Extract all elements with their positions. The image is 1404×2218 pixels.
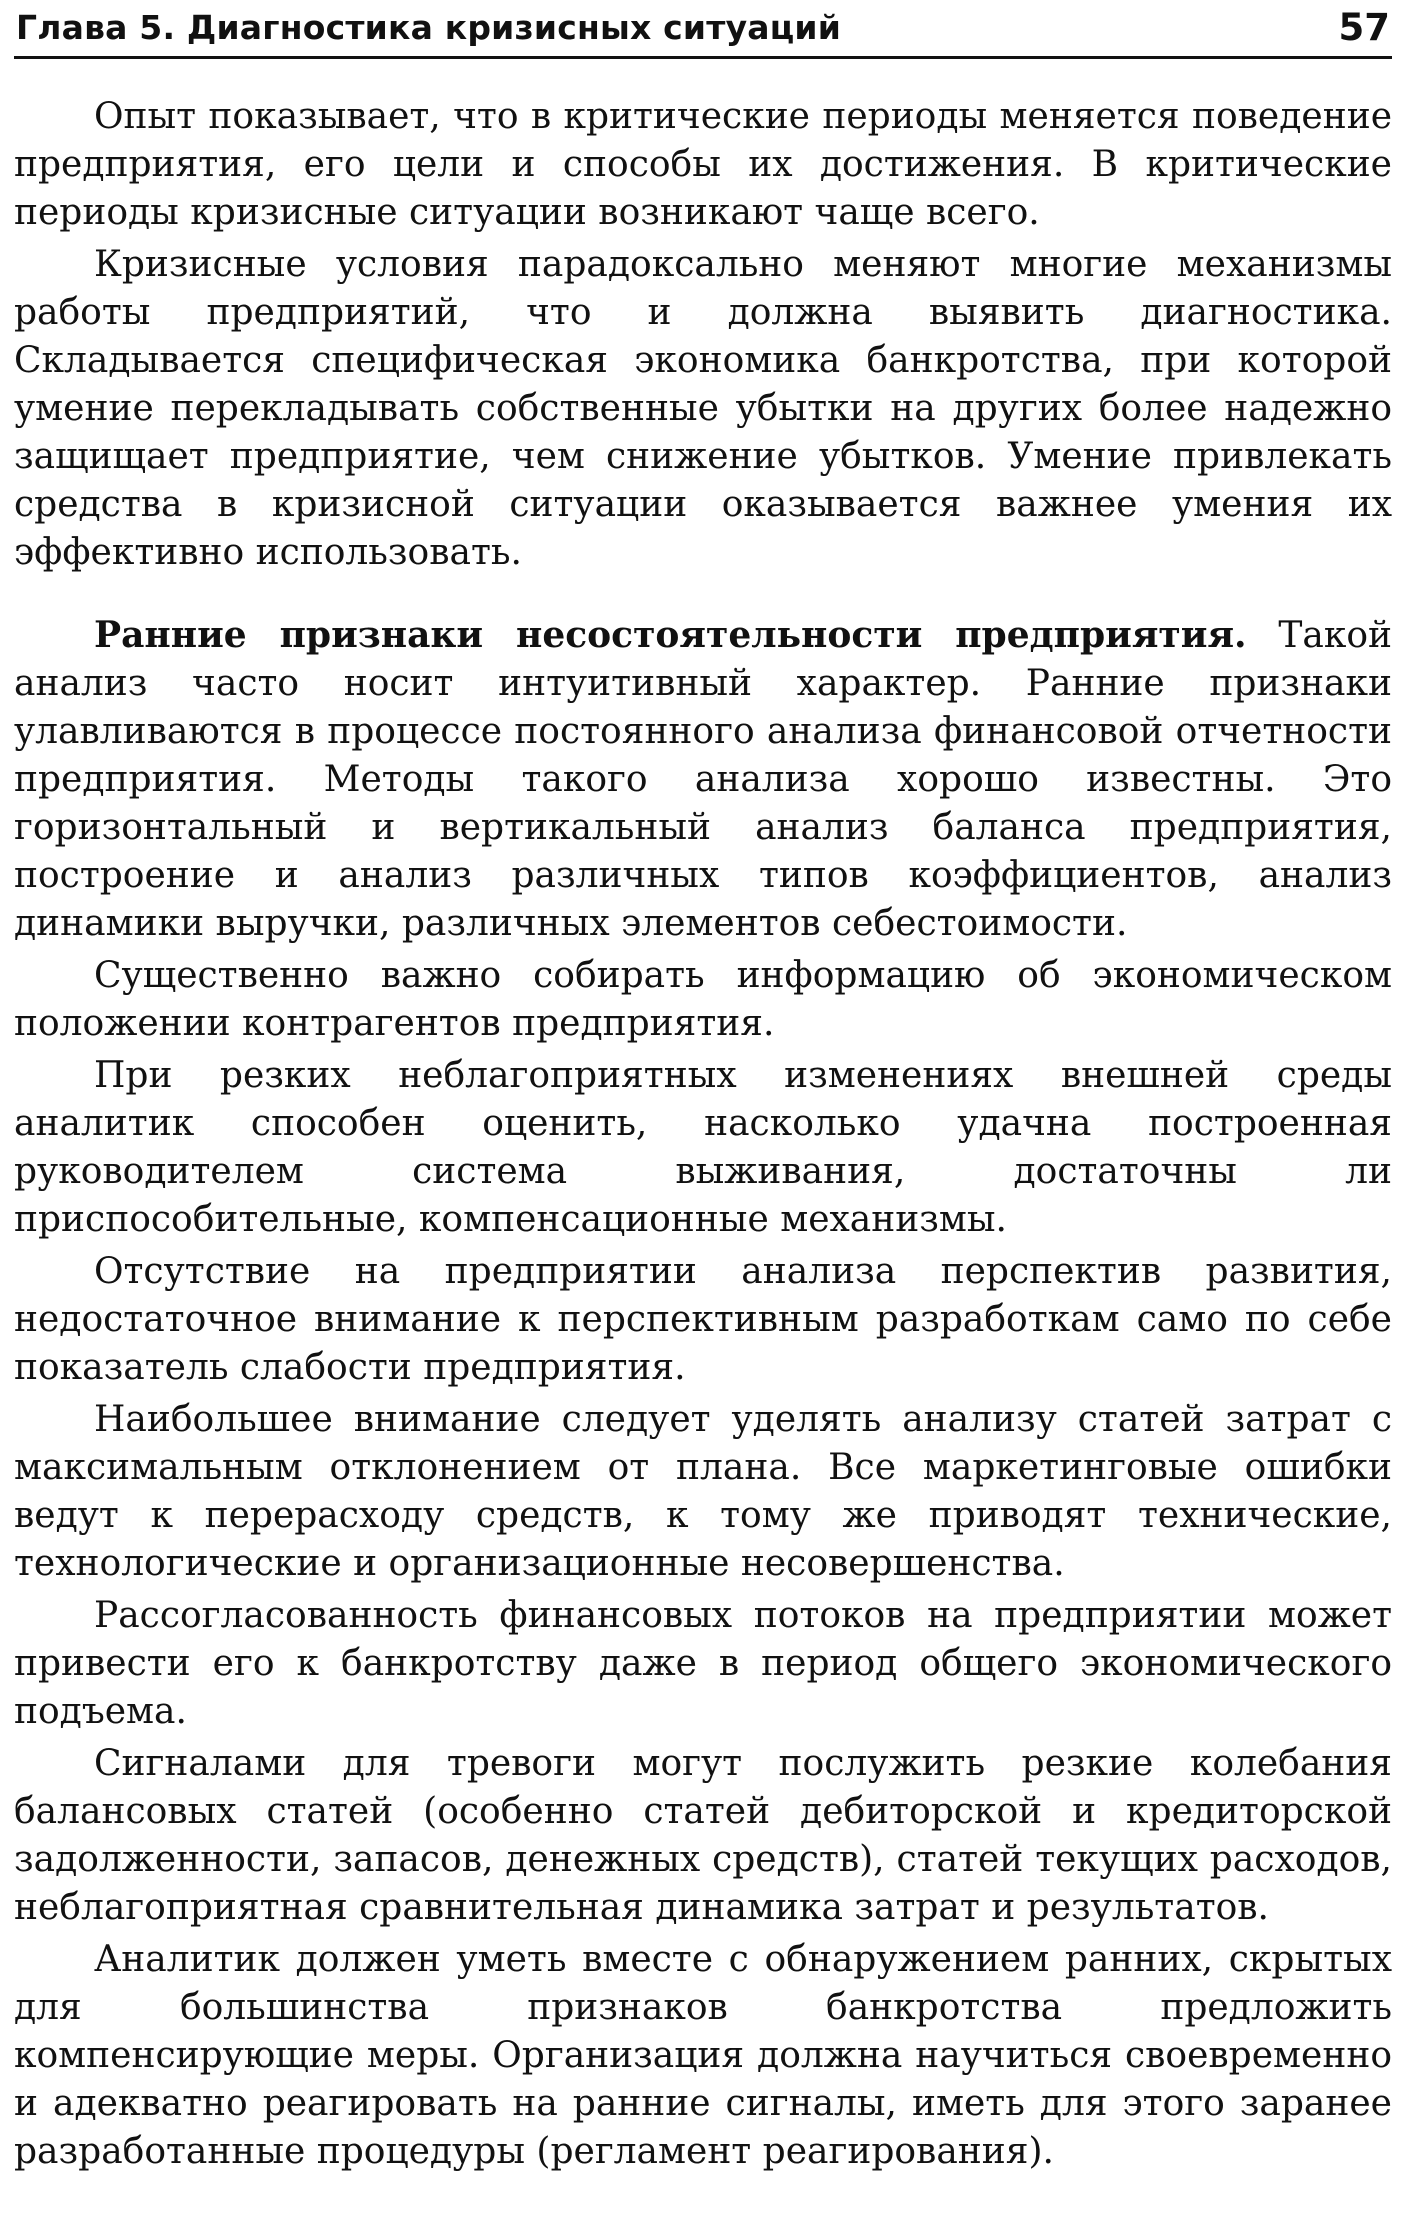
paragraph — [14, 1592, 1392, 1736]
paragraph-text: Опыт показывает, что в критические периоды меняется поведение предприятия, его цели и способы их достижения. В критические периоды кризисные ситуации возникают чаще всего. — [14, 96, 1392, 233]
running-head — [14, 6, 1392, 59]
paragraph-text: Наибольшее внимание следует уделять анализу статей затрат с максимальным отклонением от плана. Все маркетинговые ошибки ведут к перерасходу средств, к тому же приводят технические, технологические и организационные несовершенства. — [14, 1399, 1392, 1584]
body-text — [14, 93, 1392, 2180]
paragraph-text: Существенно важно собирать информацию об экономическом положении контрагентов предприятия. — [14, 955, 1392, 1044]
paragraph-text: Рассогласованность финансовых потоков на предприятии может привести его к банкротству даже в период общего экономического подъема. — [14, 1595, 1392, 1732]
paragraph-text: Такой анализ часто носит интуитивный характер. Ранние признаки улавливаются в процессе постоянного анализа финансовой отчетности предприятия. Методы такого анализа хорошо известны. Это горизонтальный и вертикальный анализ баланса предприятия, построение и анализ различных типов коэффициентов, анализ динамики выручки, различных элементов себестоимости. — [14, 615, 1392, 944]
paragraph — [14, 1248, 1392, 1392]
paragraph — [14, 93, 1392, 237]
paragraph — [14, 1052, 1392, 1244]
paragraph-section-start — [14, 611, 1392, 948]
paragraph-text: Аналитик должен уметь вместе с обнаружением ранних, скрытых для большинства признаков банкротства предложить компенсирующие меры. Организация должна научиться своевременно и адекватно реагировать на ранние сигналы, иметь для этого заранее разработанные процедуры (регламент реагирования). — [14, 1939, 1392, 2172]
paragraph — [14, 1396, 1392, 1588]
paragraph — [14, 1740, 1392, 1932]
paragraph — [14, 952, 1392, 1048]
chapter-title: Глава 5. Диагностика кризисных ситуаций — [16, 8, 842, 47]
paragraph-text: Сигналами для тревоги могут послужить резкие колебания балансовых статей (особенно статей дебиторской и кредиторской задолженности, запасов, денежных средств), статей текущих расходов, неблагоприятная сравнительная динамика затрат и результатов. — [14, 1743, 1392, 1928]
page-number: 57 — [1338, 6, 1390, 49]
paragraph — [14, 1936, 1392, 2176]
paragraph — [14, 241, 1392, 577]
paragraph-text: Кризисные условия парадоксально меняют многие механизмы работы предприятий, что и должна выявить диагностика. Складывается специфическая экономика банкротства, при которой умение перекладывать собственные убытки на других более надежно защищает предприятие, чем снижение убытков. Умение привлекать средства в кризисной ситуации оказывается важнее умения их эффективно использовать. — [14, 244, 1392, 573]
paragraph-text: Отсутствие на предприятии анализа перспектив развития, недостаточное внимание к перспективным разработкам само по себе показатель слабости предприятия. — [14, 1251, 1392, 1388]
paragraph-text: При резких неблагоприятных изменениях внешней среды аналитик способен оценить, насколько удачна построенная руководителем система выживания, достаточны ли приспособительные, компенсационные механизмы. — [14, 1055, 1392, 1240]
paragraph-lead-in: Ранние признаки несостоятельности предприятия. — [94, 614, 1247, 656]
